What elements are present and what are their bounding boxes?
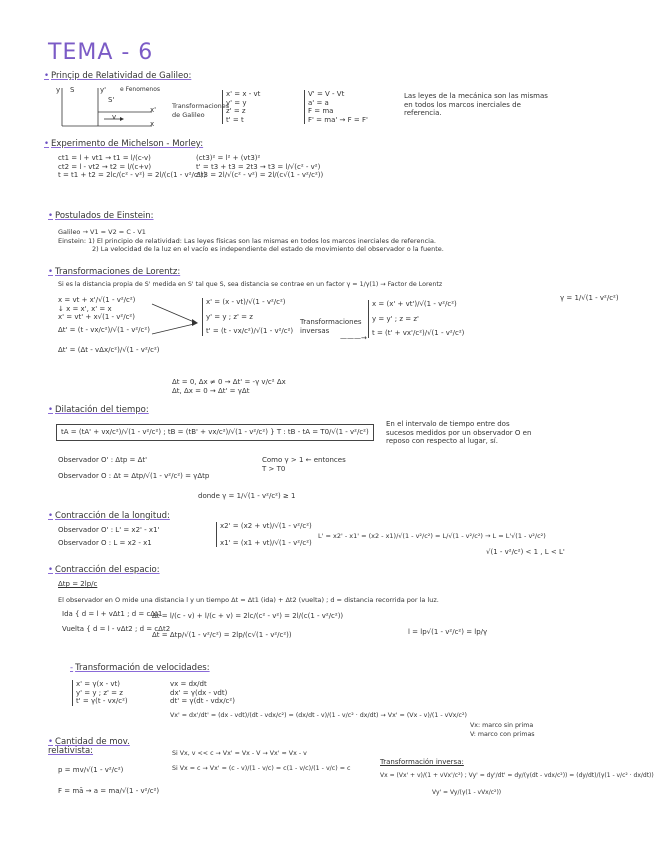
transform-label: Transformaciones de Galileo [172, 102, 230, 119]
lorentz-extra: Δt = 0, Δx ≠ 0 → Δt' = -γ v/c² Δx Δt, Δx = 0 → Δt' = γΔt [172, 378, 286, 395]
bullet-icon: • [44, 139, 50, 149]
bullet-icon: • [48, 267, 54, 277]
time-dilation-box: tA = (tA' + vx/c²)/√(1 - v²/c²) ; tB = (tB' + vx/c²)/√(1 - v²/c²) } T : tB - tA = T0/√(1 - v²/c²) [56, 424, 374, 441]
bullet-icon: - [70, 663, 74, 673]
einstein-lines: Galileo → V1 = V2 = C - V1 Einstein: 1) El principio de relatividad: Las leyes físicas son las mismas en todos los marcos inerciales de referencia. 2) La velocidad de la luz en el vacío es independiente del estado de movimiento del observador o la fuente. [58, 228, 444, 253]
bullet-icon: • [48, 405, 54, 415]
bullet-icon: • [48, 737, 54, 747]
frame-label-x: x [150, 120, 155, 128]
space-eqs: Δt = l/(c - v) + l/(c + v) = 2lc/(c² - v²) = 2l/(c(1 - v²/c²)) Δt = Δtp/√(1 - v²/c²) = 2lp/(c√(1 - v²/c²)) [152, 612, 344, 639]
time-dilation-cond: Como γ > 1 ← entonces T > T0 [262, 456, 346, 473]
inverse-label: Transformaciones inversas [300, 318, 362, 335]
section-heading: Prinçip de Relatividad de Galileo: [51, 71, 192, 81]
lorentz-intro: Si es la distancia propia de S' medida en S' tal que S, sea distancia se contrae en un factor γ = 1/γ(1) → Factor de Lorentz [58, 281, 443, 288]
ida-vuelta: Ida { d = l + vΔt1 ; d = cΔt1 Vuelta { d = l - vΔt2 ; d = cΔt2 [62, 610, 171, 633]
frame-label-v: v [112, 113, 117, 121]
velocity-main-eq: Vx' = dx'/dt' = (dx - vdt)/(dt - vdx/c²) = (dx/dt - v)/(1 - v/c² · dx/dt) → Vx' = (Vx - v)/(1 - vVx/c²) [170, 712, 467, 719]
galileo-note: Las leyes de la mecánica son las mismas en todos los marcos inerciales de referencia. [404, 92, 548, 117]
frame-label-y: y [56, 86, 61, 94]
observer-prime: Observador O' : Δtp = Δt' [58, 456, 148, 464]
space-result: l = lp√(1 - v²/c²) = lp/γ [408, 628, 488, 636]
length-observers: Observador O' : L' = x2' - x1' Observador O : L = x2 - x1 [58, 526, 160, 547]
length-result: L' = x2' - x1' = (x2 - x1)/√(1 - v²/c²) = L/√(1 - v²/c²) → L = L'√(1 - v²/c²) [318, 532, 546, 540]
frame-note: e Fenomenos [120, 86, 161, 93]
space-intro: El observador en O mide una distancia l y un tiempo Δt = Δt1 (ida) + Δt2 (vuelta) ; d = distancia recorrida por la luz. [58, 596, 439, 604]
length-condition: √(1 - v²/c²) < 1 , L < L' [486, 548, 565, 556]
velocity-eqs-left: x' = γ(x - vt) y' = y ; z' = z t' = γ(t - vx/c²) [72, 680, 128, 706]
frame-label-y-prime: y' [100, 86, 107, 94]
frame-label-s-prime: S' [108, 96, 115, 104]
bullet-icon: • [48, 511, 54, 521]
gamma-definition: donde γ = 1/√(1 - v²/c²) ≥ 1 [198, 492, 296, 500]
section-lorentz [48, 268, 628, 277]
section-heading: Cantidad de mov. relativista: [48, 737, 130, 756]
observer-unprimed: Observador O : Δt = Δtp/√(1 - v²/c²) = γΔtp [58, 472, 210, 480]
length-lorentz: x2' = (x2 + vt)/√(1 - v²/c²) x1' = (x1 + vt)/√(1 - v²/c²) [216, 522, 312, 547]
lorentz-eqs-left: x = vt + x'/√(1 - v²/c²) ↓ x = x', x' = x x' = vt' + x√(1 - v²/c²) Δt' = (t - vx/c²)/√(1 - v²/c²) Δt' = (Δt - vΔx/c²)/√(1 - v²/c²) [58, 296, 160, 354]
section-heading: Transformaciones de Lorentz: [55, 267, 181, 277]
section-time-dilation [48, 406, 628, 415]
proper-time-eq: Δtp = 2lp/c [58, 580, 98, 588]
arrow-right-icon: ———→ [340, 334, 367, 342]
section-heading: Dilatación del tiempo: [55, 405, 149, 415]
lorentz-eqs-mid: x' = (x - vt)/√(1 - v²/c²) y' = y ; z' = z t' = (t - vx/c²)/√(1 - v²/c²) [202, 298, 293, 336]
arrow-icon [150, 300, 200, 340]
section-length-contraction [48, 512, 628, 521]
time-dilation-note: En el intervalo de tiempo entre dos sucesos medidos por un observador O en reposo con respecto al lugar, sí. [386, 420, 532, 445]
momentum-cases: Si Vx, v << c → Vx' = Vx - V → Vx' ≈ Vx - v Si Vx = c → Vx' = (c - v)/(1 - v/c) = c(1 - v/c)/(1 - v/c) = c [172, 750, 351, 772]
momentum-eqs: p = mv/√(1 - v²/c²) F = mā → a = ma/√(1 - v²/c²) [58, 766, 160, 795]
section-heading: Postulados de Einstein: [55, 211, 154, 221]
michelson-eqs-right: (ct3)² = l² + (vt3)² t' = t3 + t3 = 2t3 → t3 = l/√(c² - v²) Δt3 = 2l/√(c² - v²) = 2l/(c√(1 - v²/c²)) [196, 154, 324, 179]
galileo-eqs-left: x' = x - vt y' = y z' = z t' = t [222, 90, 260, 124]
section-space-contraction [48, 566, 628, 575]
section-momentum [48, 738, 168, 756]
gamma-factor: γ = 1/√(1 - v²/c²) [560, 294, 619, 302]
velocity-note: Vx: marco sin prima V: marco con primas [470, 722, 535, 738]
section-heading: Experimento de Michelson - Morley: [51, 139, 204, 149]
lorentz-eqs-inverse: x = (x' + vt')/√(1 - v²/c²) y = y' ; z = z' t = (t' + vx'/c²)/√(1 - v²/c²) [368, 300, 464, 338]
inverse-transform-heading: Transformación inversa: [380, 758, 464, 766]
michelson-eqs-left: ct1 = l + vt1 → t1 = l/(c-v) ct2 = l - vt2 → t2 = l/(c+v) t = t1 + t2 = 2lc/(c² - v²) = 2l/(c(1 - v²/c²)) [58, 154, 206, 179]
bullet-icon: • [44, 71, 50, 81]
section-heading: Contracción del espacio: [55, 565, 160, 575]
section-michelson [44, 140, 624, 149]
page-title: TEMA - 6 [48, 40, 154, 65]
section-heading: Contracción de la longitud: [55, 511, 170, 521]
section-heading: Transformación de velocidades: [75, 663, 210, 673]
inverse-transform-eqs: Vx = (Vx' + v)/(1 + vVx'/c²) ; Vy' = dy'/dt' = dy/(γ(dt - vdx/c²)) = (dy/dt)/(γ(1 - v/c² · dx/dt)) Vy' = Vy/(γ(1 - vVx/c²)) [380, 772, 654, 796]
velocity-eqs-mid: vx = dx/dt dx' = γ(dx - vdt) dt' = γ(dt - vdx/c²) [170, 680, 235, 705]
section-galileo [44, 72, 624, 81]
section-einstein [48, 212, 628, 221]
section-velocity [70, 664, 630, 673]
frame-label-x-prime: x' [150, 106, 157, 114]
galileo-eqs-right: V' = V - Vt a' = a F = ma F' = ma' → F = F' [304, 90, 368, 124]
bullet-icon: • [48, 565, 54, 575]
bullet-icon: • [48, 211, 54, 221]
frame-label-s: S [70, 86, 75, 94]
